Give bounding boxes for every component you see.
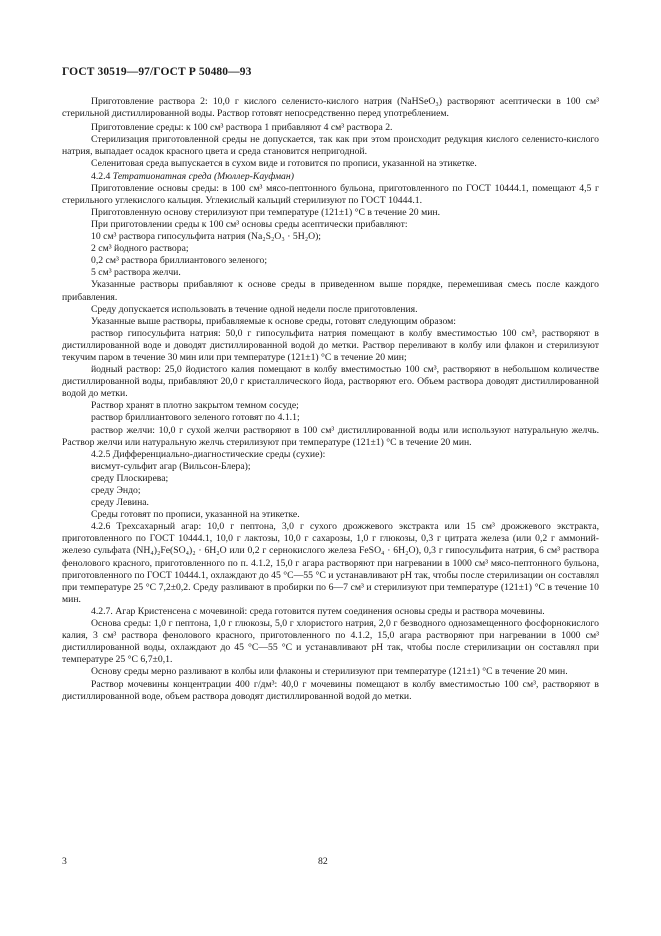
paragraph: раствор желчи: 10,0 г сухой желчи растворяют в 100 см³ дистиллированной воды или используют натуральную желчь. Раствор желчи или натуральную желчь стерилизуют при температуре (121±1) °С в течение 20 мин. <box>62 424 599 448</box>
paragraph: Основу среды мерно разливают в колбы или флаконы и стерилизуют при температуре (121±1) °С в течение 20 мин. <box>91 666 568 678</box>
paragraph: Раствор хранят в плотно закрытом темном сосуде; <box>91 400 299 412</box>
paragraph: Приготовление основы среды: в 100 см³ мясо-пептонного бульона, приготовленного по ГОСТ 10444.1, помещают 4,5 г стерильного углекислого кальция. Углекислый кальций стерилизуют по ГОСТ 10444.1. <box>62 182 599 206</box>
list-item: 5 см³ раствора желчи. <box>91 267 181 279</box>
footer-left-number: 3 <box>62 856 67 867</box>
paragraph: Среды готовят по прописи, указанной на этикетке. <box>91 509 300 521</box>
section-heading <box>62 171 599 183</box>
list-item: висмут-сульфит агар (Вильсон-Блера); <box>91 460 251 472</box>
paragraph: Раствор мочевины концентрации 400 г/дм³: 40,0 г мочевины помещают в колбу вместимостью 100 см³, растворяют в дистиллированной воде, объем раствора доводят дистиллированной водой до метки. <box>62 678 599 702</box>
list-item: среду Эндо; <box>91 485 141 496</box>
paragraph: Селенитовая среда выпускается в сухом виде и готовится по прописи, указанной на этикетке. <box>91 158 477 170</box>
paragraph: Указанные растворы прибавляют к основе среды в приведенном выше порядке, перемешивая смесь после каждого прибавления. <box>62 279 599 303</box>
paragraph: раствор гипосульфита натрия: 50,0 г гипосульфита натрия помещают в колбу вместимостью 100 см³, растворяют в дистиллированной воде и доводят дистиллированной водой до метки. Раствор переливают в колбу или флакон и стерилизуют текучим паром в течение 30 мин или при температуре (121±1) °С в течение 20 мин; <box>62 327 599 363</box>
paragraph: Основа среды: 1,0 г пептона, 1,0 г глюкозы, 5,0 г хлористого натрия, 2,0 г безводного однозамещенного фосфорнокислого калия, 3 см³ раствора фенолового красного, приготовленного по 4.1.2, 15,0 агара растворяют при нагревании в 1000 см³ дистиллированной воды, охлаждают до 45 °С—55 °С и устанавливают pH так, чтобы после стерилизации он составлял при температуре 25 °С 6,7±0,1. <box>62 618 599 666</box>
list-item: 0,2 см³ раствора бриллиантового зеленого; <box>91 255 268 267</box>
document-body <box>62 96 599 703</box>
paragraph: раствор бриллиантового зеленого готовят по 4.1.1; <box>91 412 300 424</box>
paragraph: йодный раствор: 25,0 йодистого калия помещают в колбу вместимостью 100 см³, растворяют в небольшом количестве дистиллированной воды, прибавляют 20,0 г кристаллического йода, растворяют его. Объем раствора доводят дистиллированной водой до метки. <box>62 364 599 400</box>
paragraph: Приготовление среды: к 100 см³ раствора 1 прибавляют 4 см³ раствора 2. <box>91 122 393 134</box>
page-number: 82 <box>318 856 328 867</box>
section-number: 4.2.4 <box>91 170 113 182</box>
section-heading: 4.2.5 Дифференциально-диагностические среды (сухие): <box>91 448 326 460</box>
paragraph: Приготовленную основу стерилизуют при температуре (121±1) °С в течение 20 мин. <box>91 206 440 218</box>
list-item: среду Левина. <box>91 497 149 509</box>
section-title: Тетратионатная среда (Мюллер-Кауфман) <box>112 170 294 182</box>
paragraph: 4.2.7. Агар Кристенсена с мочевиной: среда готовится путем соединения основы среды и раствора мочевины. <box>91 605 545 617</box>
paragraph: Приготовление раствора 2: 10,0 г кислого селенисто-кислого натрия (NaHSeO₃) растворяют асептически в 100 см³ стерильной дистиллированной воды. Раствор готовят непосредственно перед употреблением. <box>62 96 599 120</box>
paragraph: 4.2.6 Трехсахарный агар: 10,0 г пептона, 3,0 г сухого дрожжевого экстракта или 15 см³ дрожжевого экстракта, приготовленного по ГОСТ 10444.1, 10,0 г лактозы, 10,0 г сахарозы, 1,0 г глюкозы, 0,3 г цитрата железа (или 0,2 г аммоний-железо сульфата (NH₄)₂Fe(SO₄)₂ · 6H₂O или 0,2 г сернокислого железа FeSO₄ · 6H₂O), 0,3 г гипосульфита натрия, 6 см³ раствора фенолового красного, приготовленного по п. 4.1.2, 15,0 г агара растворяют при нагревании в 1000 см³ мясо-пептонного бульона, приготовленного по ГОСТ 10444.1, охлаждают до 45 °С—55 °С и устанавливают pH так, чтобы после стерилизации он составлял при температуре 25 °С 7,2±0,2. Среду разливают в пробирки по 6—7 см³ и стерилизуют при температуре (121±1) °С в течение 10 мин. <box>62 521 599 605</box>
paragraph: При приготовлении среды к 100 см³ основы среды асептически прибавляют: <box>91 218 408 230</box>
page-header: ГОСТ 30519—97/ГОСТ Р 50480—93 <box>62 66 252 78</box>
list-item: 10 см³ раствора гипосульфита натрия (Na₂S₂O₃ · 5H₂O); <box>91 231 321 243</box>
paragraph: Среду допускается использовать в течение одной недели после приготовления. <box>91 303 418 315</box>
paragraph: Указанные выше растворы, прибавляемые к основе среды, готовят следующим образом: <box>91 315 456 327</box>
paragraph: Стерилизация приготовленной среды не допускается, так как при этом происходит редукция кислого селенисто-кислого натрия, выпадает осадок красного цвета и среда становится непригодной. <box>62 134 599 158</box>
list-item: среду Плоскирева; <box>91 472 169 484</box>
list-item: 2 см³ йодного раствора; <box>91 243 189 255</box>
